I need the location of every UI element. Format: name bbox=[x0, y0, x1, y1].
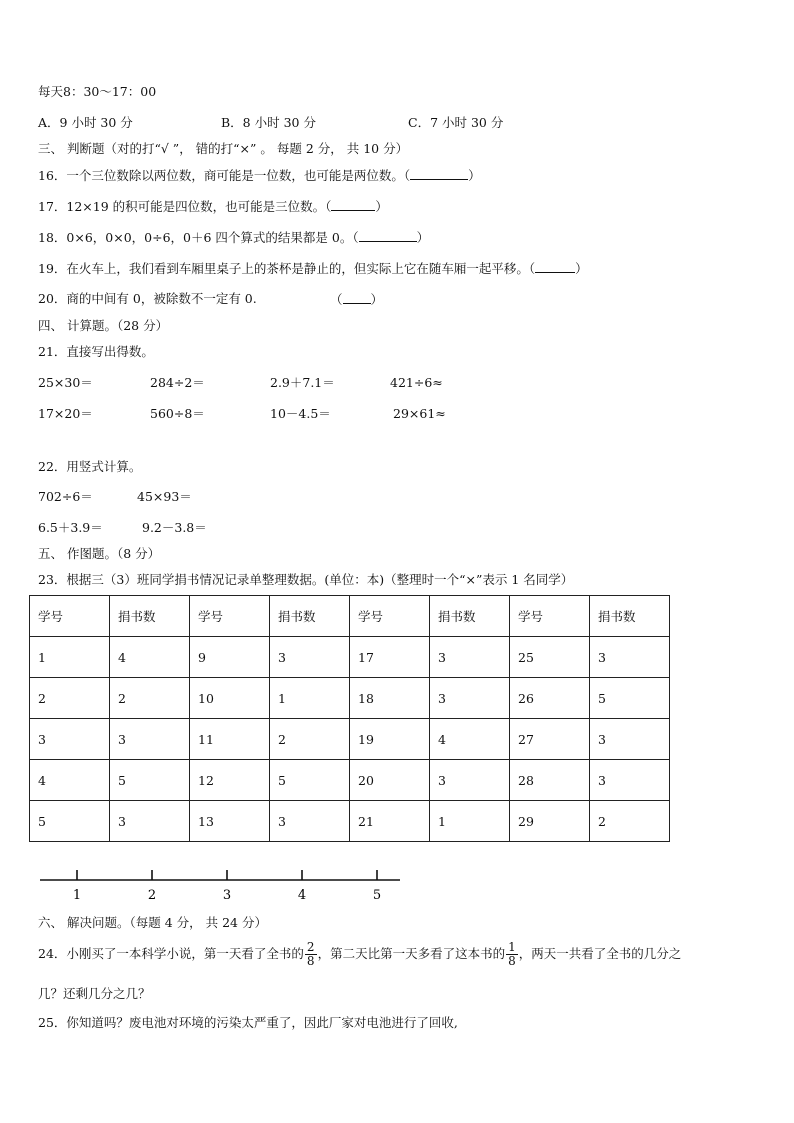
fraction-two-eighths bbox=[305, 941, 317, 968]
answer-blank-18[interactable] bbox=[359, 229, 417, 242]
number-line-tick-label: 2 bbox=[147, 888, 157, 903]
paren-close: ） bbox=[375, 199, 388, 214]
table-cell: 12 bbox=[190, 760, 270, 801]
office-hours-line: 每天8：30～17：00 bbox=[38, 84, 157, 99]
question-20-text: 20．商的中间有 0，被除数不一定有 0. bbox=[38, 291, 257, 306]
section-3-heading: 三、 判断题（对的打“√ ”， 错的打“×” 。 每题 2 分， 共 10 分） bbox=[38, 141, 409, 156]
question-24-part-2: ，第二天比第一天多看了这本书的 bbox=[317, 946, 506, 961]
table-cell: 1 bbox=[270, 678, 350, 719]
table-cell: 27 bbox=[510, 719, 590, 760]
calc-6: 560÷8＝ bbox=[150, 406, 205, 421]
question-25: 25．你知道吗？废电池对环境的污染太严重了，因此厂家对电池进行了回收, bbox=[38, 1015, 458, 1030]
table-cell: 2 bbox=[30, 678, 110, 719]
table-row bbox=[30, 801, 670, 842]
question-24-part-1: 24．小刚买了一本科学小说，第一天看了全书的 bbox=[38, 946, 304, 961]
table-cell: 4 bbox=[430, 719, 510, 760]
table-cell: 3 bbox=[590, 760, 670, 801]
table-header-cell: 学号 bbox=[350, 596, 430, 637]
table-cell: 3 bbox=[590, 637, 670, 678]
table-cell: 2 bbox=[590, 801, 670, 842]
section-5-heading: 五、 作图题。（8 分） bbox=[38, 546, 161, 561]
number-line-tick-label: 4 bbox=[297, 888, 307, 903]
table-cell: 4 bbox=[110, 637, 190, 678]
table-cell: 5 bbox=[270, 760, 350, 801]
donation-record-table bbox=[29, 595, 670, 842]
answer-20 bbox=[330, 291, 383, 308]
fraction-1-denominator: 8 bbox=[306, 954, 315, 968]
question-16 bbox=[38, 167, 481, 184]
table-cell: 5 bbox=[30, 801, 110, 842]
question-17-text: 17．12×19 的积可能是四位数，也可能是三位数。（ bbox=[38, 199, 332, 214]
number-line-tick-label: 5 bbox=[372, 888, 382, 903]
table-cell: 5 bbox=[590, 678, 670, 719]
table-cell: 2 bbox=[270, 719, 350, 760]
table-cell: 3 bbox=[30, 719, 110, 760]
table-row bbox=[30, 719, 670, 760]
table-cell: 11 bbox=[190, 719, 270, 760]
paren-close: ） bbox=[575, 261, 588, 276]
table-cell: 20 bbox=[350, 760, 430, 801]
table-header-cell: 捐书数 bbox=[270, 596, 350, 637]
table-row bbox=[30, 637, 670, 678]
table-header-cell: 学号 bbox=[510, 596, 590, 637]
table-cell: 21 bbox=[350, 801, 430, 842]
number-line-tick-label: 1 bbox=[72, 888, 82, 903]
question-24 bbox=[38, 939, 681, 969]
vertical-calc-3: 6.5＋3.9＝ bbox=[38, 520, 103, 535]
calc-5: 17×20＝ bbox=[38, 406, 93, 421]
question-21: 21．直接写出得数。 bbox=[38, 344, 154, 359]
answer-blank-17[interactable] bbox=[331, 198, 375, 211]
section-6-heading: 六、 解决问题。（每题 4 分， 共 24 分） bbox=[38, 915, 267, 930]
question-18 bbox=[38, 229, 429, 246]
table-cell: 18 bbox=[350, 678, 430, 719]
question-19 bbox=[38, 260, 588, 277]
table-cell: 3 bbox=[590, 719, 670, 760]
paren-close: ） bbox=[416, 230, 430, 245]
table-cell: 25 bbox=[510, 637, 590, 678]
table-cell: 2 bbox=[110, 678, 190, 719]
paren-open: （ bbox=[330, 292, 343, 307]
table-cell: 10 bbox=[190, 678, 270, 719]
vertical-calc-2: 45×93＝ bbox=[137, 489, 192, 504]
table-cell: 13 bbox=[190, 801, 270, 842]
question-18-text: 18．0×6，0×0，0÷6，0＋6 四个算式的结果都是 0。（ bbox=[38, 230, 359, 245]
table-cell: 3 bbox=[270, 637, 350, 678]
donation-record-body bbox=[30, 596, 670, 842]
calc-1: 25×30＝ bbox=[38, 375, 93, 390]
table-header-cell: 捐书数 bbox=[590, 596, 670, 637]
option-b: B．8 小时 30 分 bbox=[221, 115, 316, 130]
table-cell: 17 bbox=[350, 637, 430, 678]
table-cell: 3 bbox=[110, 801, 190, 842]
table-header-cell: 捐书数 bbox=[430, 596, 510, 637]
fraction-2-numerator: 1 bbox=[508, 940, 516, 954]
number-line bbox=[40, 866, 402, 906]
table-cell: 3 bbox=[430, 637, 510, 678]
fraction-one-eighth bbox=[506, 941, 518, 968]
table-cell: 9 bbox=[190, 637, 270, 678]
question-24-part-3: ，两天一共看了全书的几分之 bbox=[518, 946, 682, 961]
question-23: 23．根据三（3）班同学捐书情况记录单整理数据。(单位：本)（整理时一个“×”表示 1 名同学） bbox=[38, 572, 574, 587]
question-20 bbox=[38, 291, 257, 307]
table-cell: 3 bbox=[430, 678, 510, 719]
question-17 bbox=[38, 198, 388, 215]
table-cell: 1 bbox=[430, 801, 510, 842]
number-line-tick-label: 3 bbox=[222, 888, 232, 903]
calc-4: 421÷6≈ bbox=[390, 375, 443, 390]
table-cell: 1 bbox=[30, 637, 110, 678]
table-row bbox=[30, 678, 670, 719]
number-line-ticks bbox=[73, 870, 381, 903]
table-cell: 4 bbox=[30, 760, 110, 801]
paren-close: ） bbox=[468, 168, 481, 183]
table-row bbox=[30, 760, 670, 801]
table-cell: 5 bbox=[110, 760, 190, 801]
calc-8: 29×61≈ bbox=[393, 406, 446, 421]
table-cell: 3 bbox=[110, 719, 190, 760]
table-cell: 3 bbox=[430, 760, 510, 801]
table-cell: 19 bbox=[350, 719, 430, 760]
fraction-1-numerator: 2 bbox=[306, 940, 315, 954]
question-16-text: 16．一个三位数除以两位数，商可能是一位数，也可能是两位数。（ bbox=[38, 168, 411, 183]
answer-blank-16[interactable] bbox=[410, 167, 468, 180]
table-header-cell: 捐书数 bbox=[110, 596, 190, 637]
question-22: 22．用竖式计算。 bbox=[38, 459, 142, 474]
question-19-text: 19．在火车上，我们看到车厢里桌子上的茶杯是静止的，但实际上它在随车厢一起平移。（ bbox=[38, 261, 536, 276]
table-header-cell: 学号 bbox=[30, 596, 110, 637]
table-cell: 28 bbox=[510, 760, 590, 801]
section-4-heading: 四、 计算题。（28 分） bbox=[38, 318, 169, 333]
question-24-continued: 几？还剩几分之几？ bbox=[38, 986, 151, 1001]
calc-7: 10－4.5＝ bbox=[270, 406, 331, 421]
vertical-calc-4: 9.2－3.8＝ bbox=[142, 520, 207, 535]
paren-close: ） bbox=[370, 292, 384, 307]
table-header-cell: 学号 bbox=[190, 596, 270, 637]
table-cell: 3 bbox=[270, 801, 350, 842]
option-c: C．7 小时 30 分 bbox=[408, 115, 504, 130]
calc-2: 284÷2＝ bbox=[150, 375, 205, 390]
answer-blank-19[interactable] bbox=[535, 260, 575, 273]
table-cell: 29 bbox=[510, 801, 590, 842]
table-header-row bbox=[30, 596, 670, 637]
option-a: A．9 小时 30 分 bbox=[38, 115, 133, 130]
calc-3: 2.9＋7.1＝ bbox=[270, 375, 335, 390]
table-cell: 26 bbox=[510, 678, 590, 719]
vertical-calc-1: 702÷6＝ bbox=[38, 489, 93, 504]
answer-blank-20[interactable] bbox=[343, 291, 371, 304]
fraction-2-denominator: 8 bbox=[508, 954, 516, 968]
